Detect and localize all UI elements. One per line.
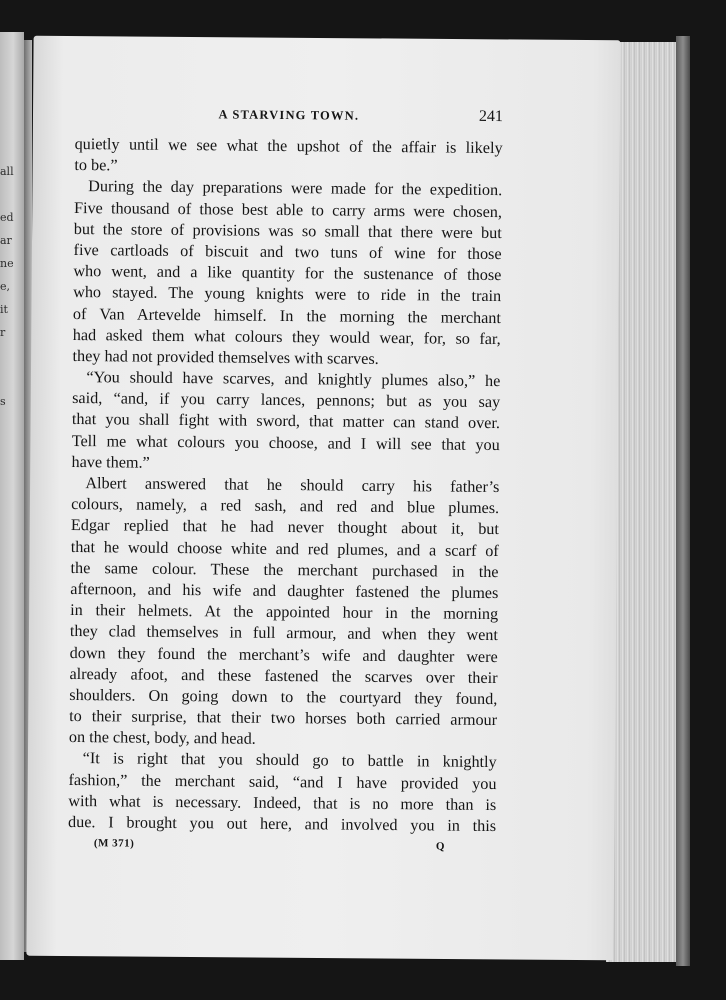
text-line: with what is necessary. Indeed, that is no more than is (68, 791, 497, 814)
signature-mark: (M 371) (93, 837, 135, 850)
text-line: Edgar replied that he had never thought about it, but (70, 516, 500, 539)
text-line: quietly until we see what the upshot of the affair is likely (74, 134, 503, 158)
text-line: already afoot, and these fastened the scarves over their (69, 664, 498, 687)
text-line: down they found the merchant’s wife and daughter were (69, 643, 498, 666)
page-number: 241 (478, 107, 503, 126)
left-page-text-fragments: all ed ar ne e, it r s (0, 165, 14, 408)
text-line: shoulders. On going down to the courtyard they found, (69, 685, 498, 708)
text-line: they clad themselves in full armour, and when they went (69, 622, 499, 645)
text-line: Tell me what colours you choose, and I will see that you (71, 431, 500, 454)
text-line: During the day preparations were made for the expedition. (88, 177, 503, 200)
book-cover-edge (676, 36, 690, 966)
text-line: “You should have scarves, and knightly plumes also,” he (86, 368, 501, 391)
text-line: they had not provided themselves with scarves. (72, 346, 379, 368)
text-line: afternoon, and his wife and daughter fastened the plumes (70, 579, 499, 603)
body-text (68, 134, 503, 837)
text-line: the same colour. These the merchant purchased in the (70, 558, 499, 581)
page-footer (68, 835, 496, 861)
text-line: on the chest, body, and head. (68, 728, 256, 749)
gathering-mark: Q (435, 840, 445, 853)
text-line: who stayed. The young knights were to ride in the train (73, 283, 502, 306)
text-line: due. I brought you out here, and involved you in this (68, 812, 497, 836)
running-head (75, 104, 503, 138)
text-line: “It is right that you should go to battle in knightly (82, 749, 497, 772)
text-line: five cartloads of biscuit and two tuns of wine for those (73, 240, 502, 264)
running-title: A STARVING TOWN. (218, 107, 360, 123)
text-line: in their helmets. At the appointed hour in the morning (70, 601, 499, 624)
text-line: said, “and, if you carry lances, pennons; but as you say (72, 389, 501, 412)
text-line: have them.” (71, 452, 150, 472)
text-line: that you shall fight with sword, that matter can stand over. (71, 410, 501, 433)
text-line: to their surprise, that their two horses both carried armour (69, 707, 498, 730)
text-line: that he would choose white and red plumes, and a scarf of (70, 537, 499, 560)
left-page-edge (0, 32, 24, 960)
text-line: Albert answered that he should carry his father’s (85, 474, 500, 497)
text-line: had asked them what colours they would wear, for, so far, (72, 325, 501, 348)
text-line: Five thousand of those best able to carry arms were chosen, (73, 198, 503, 221)
text-line: who went, and a like quantity for the sustenance of those (73, 262, 502, 285)
text-line: to be.” (74, 156, 118, 175)
text-line: of Van Artevelde himself. In the morning the merchant (72, 304, 502, 327)
text-line: colours, namely, a red sash, and red and blue plumes. (71, 495, 500, 518)
text-line: fashion,” the merchant said, “and I have provided you (68, 770, 497, 793)
text-line: but the store of provisions was so small that there were but (73, 219, 502, 242)
page-text-block (68, 104, 503, 861)
